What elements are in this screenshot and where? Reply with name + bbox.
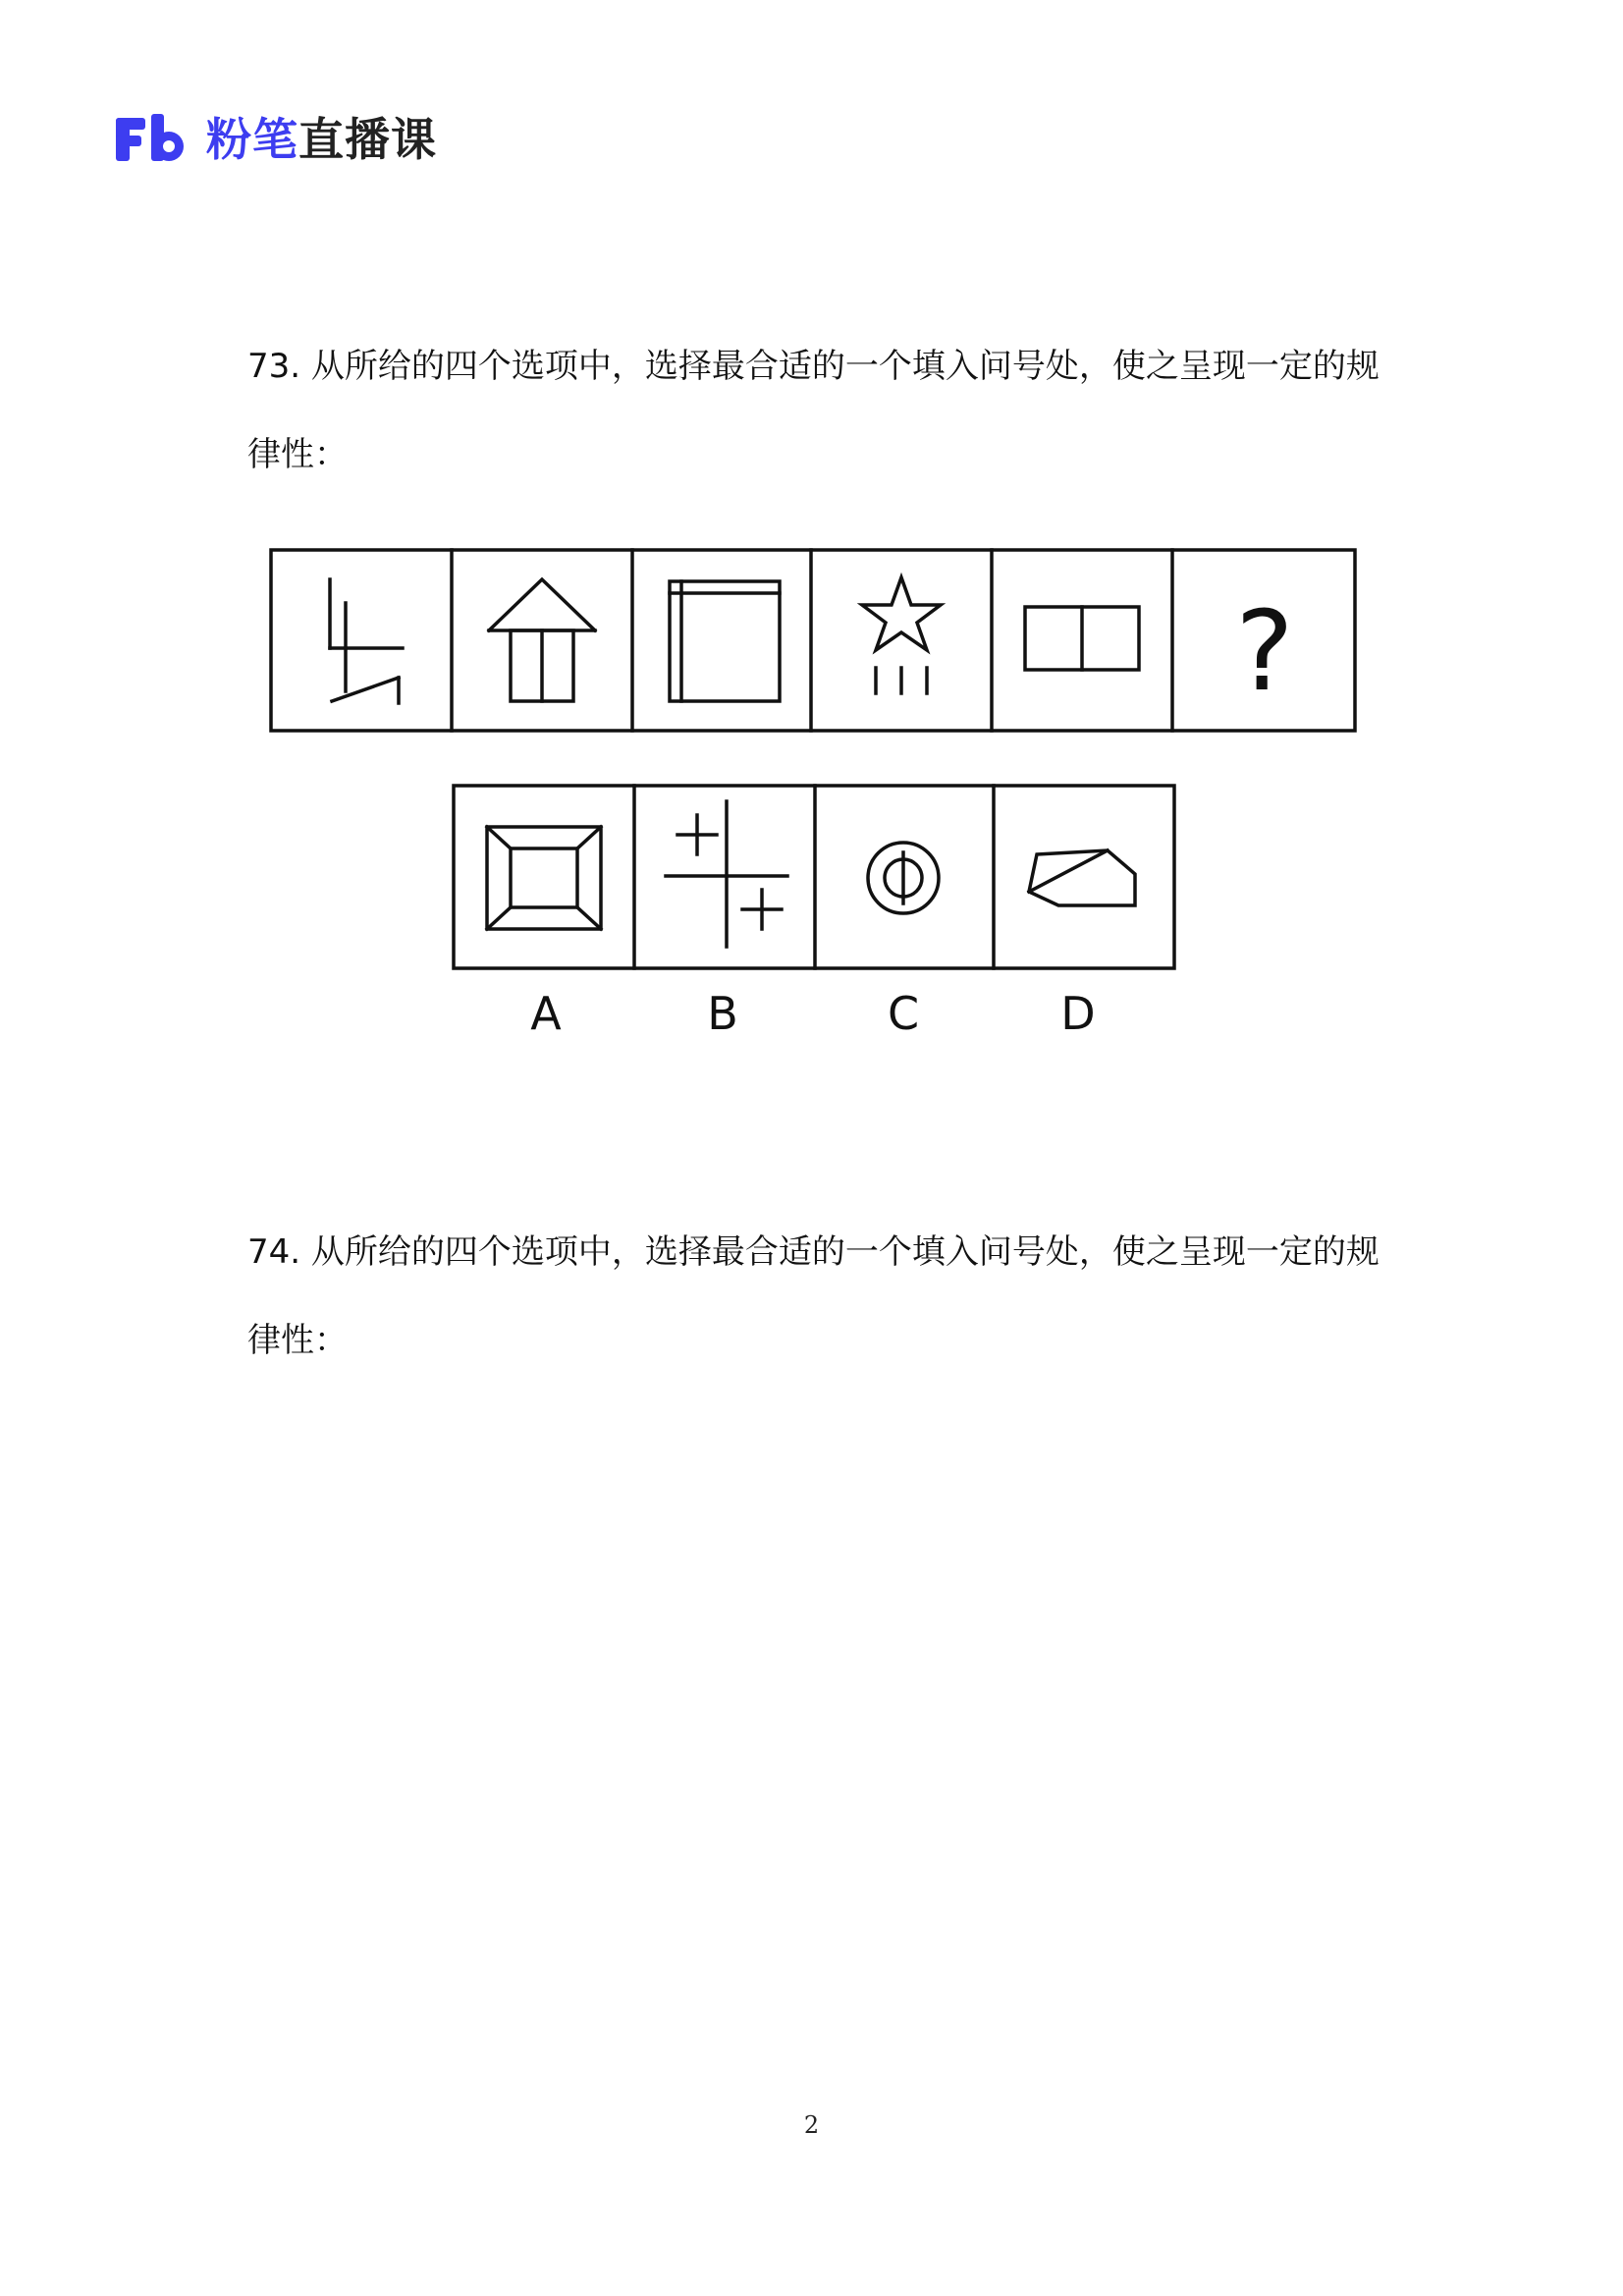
option-label-b: B <box>707 987 738 1040</box>
split-rectangle-icon <box>1025 607 1139 670</box>
question-text: 从所给的四个选项中，选择最合适的一个填入问号处，使之呈现一定的规律性： <box>247 1232 1380 1360</box>
puzzle-figure <box>265 544 1361 1041</box>
question-mark-icon: ? <box>1235 588 1294 716</box>
brand-secondary: 直播课 <box>298 113 437 166</box>
zigzag-symbol-icon <box>330 579 403 703</box>
house-icon <box>489 579 595 701</box>
circle-target-icon <box>868 843 939 913</box>
option-label-a: A <box>530 987 562 1040</box>
star-with-lines-icon <box>862 577 941 693</box>
question-number: 73. <box>247 347 301 386</box>
question-73 <box>247 322 1406 499</box>
brand-logo <box>116 110 437 169</box>
option-label-d: D <box>1060 987 1096 1040</box>
figure-73 <box>265 544 1361 1041</box>
fb-logo-icon <box>116 114 187 165</box>
question-74 <box>247 1208 1406 1385</box>
page-number: 2 <box>803 2111 820 2139</box>
question-number: 74. <box>247 1232 301 1272</box>
sequence-frame <box>271 550 1355 731</box>
double-square-icon <box>670 581 780 701</box>
brand-name <box>206 110 437 169</box>
brand-primary: 粉笔 <box>206 113 298 166</box>
framed-square-icon <box>487 827 601 929</box>
crosses-icon <box>666 801 787 947</box>
slanted-parallelogram-icon <box>1029 850 1135 905</box>
option-label-c: C <box>887 987 920 1040</box>
question-text: 从所给的四个选项中，选择最合适的一个填入问号处，使之呈现一定的规律性： <box>247 347 1380 474</box>
